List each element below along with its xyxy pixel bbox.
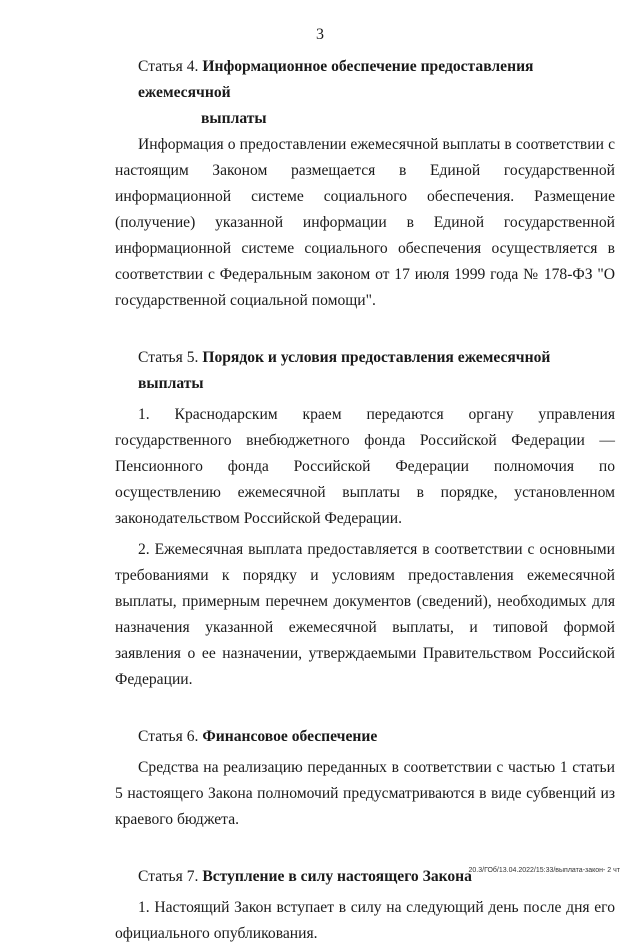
article-5-heading	[115, 345, 615, 397]
article-6-heading	[115, 724, 615, 750]
page-number: 3	[316, 26, 324, 43]
article-4-title: Информационное обеспечение предоставления ежемесячной	[138, 58, 534, 101]
article-7-prefix: Статья 7.	[138, 868, 199, 885]
article-5-title: Порядок и условия предоставления ежемесячной выплаты	[138, 349, 551, 392]
article-4-prefix: Статья 4.	[138, 58, 199, 75]
document-body	[115, 54, 615, 947]
article-5-prefix: Статья 5.	[138, 349, 199, 366]
article-5	[115, 345, 615, 693]
article-4-paragraph-1: Информация о предоставлении ежемесячной выплаты в соответствии с настоящим Законом размещается в Единой государственной информационной системе социального обеспечения. Размещение (получение) указанной информации в Единой государственной информационной системе социального обеспечения осуществляется в соответствии с Федеральным законом от 17 июля 1999 года № 178-ФЗ "О государственной социальной помощи".	[115, 136, 615, 309]
article-4-title-continuation: выплаты	[201, 110, 267, 127]
document-footer-code: 20.3/ГОб/13.04.2022/15:33/выплата-закон- 2 чт	[468, 867, 620, 874]
article-7-title: Вступление в силу настоящего Закона	[202, 868, 472, 885]
article-6	[115, 724, 615, 833]
article-6-prefix: Статья 6.	[138, 728, 199, 745]
article-5-paragraph-2: 2. Ежемесячная выплата предоставляется в соответствии с основными требованиями к порядку и условиям предоставления ежемесячной выплаты, примерным перечнем документов (сведений), необходимых для назначения указанной ежемесячной выплаты, и типовой формой заявления о ее назначении, утверждаемыми Правительством Российской Федерации.	[115, 541, 615, 688]
article-7-paragraph-1: 1. Настоящий Закон вступает в силу на следующий день после дня его официального опубликования.	[115, 899, 615, 942]
article-7	[115, 864, 615, 947]
article-5-paragraph-1: 1. Краснодарским краем передаются органу управления государственного внебюджетного фонда Российской Федерации — Пенсионного фонда Российской Федерации полномочия по осуществлению ежемесячной выплаты в порядке, установленном законодательством Российской Федерации.	[115, 406, 615, 527]
article-4	[115, 54, 615, 314]
article-6-title: Финансовое обеспечение	[202, 728, 378, 745]
article-6-paragraph-1: Средства на реализацию переданных в соответствии с частью 1 статьи 5 настоящего Закона полномочий предусматриваются в виде субвенций из краевого бюджета.	[115, 759, 615, 828]
article-4-heading	[115, 54, 615, 132]
